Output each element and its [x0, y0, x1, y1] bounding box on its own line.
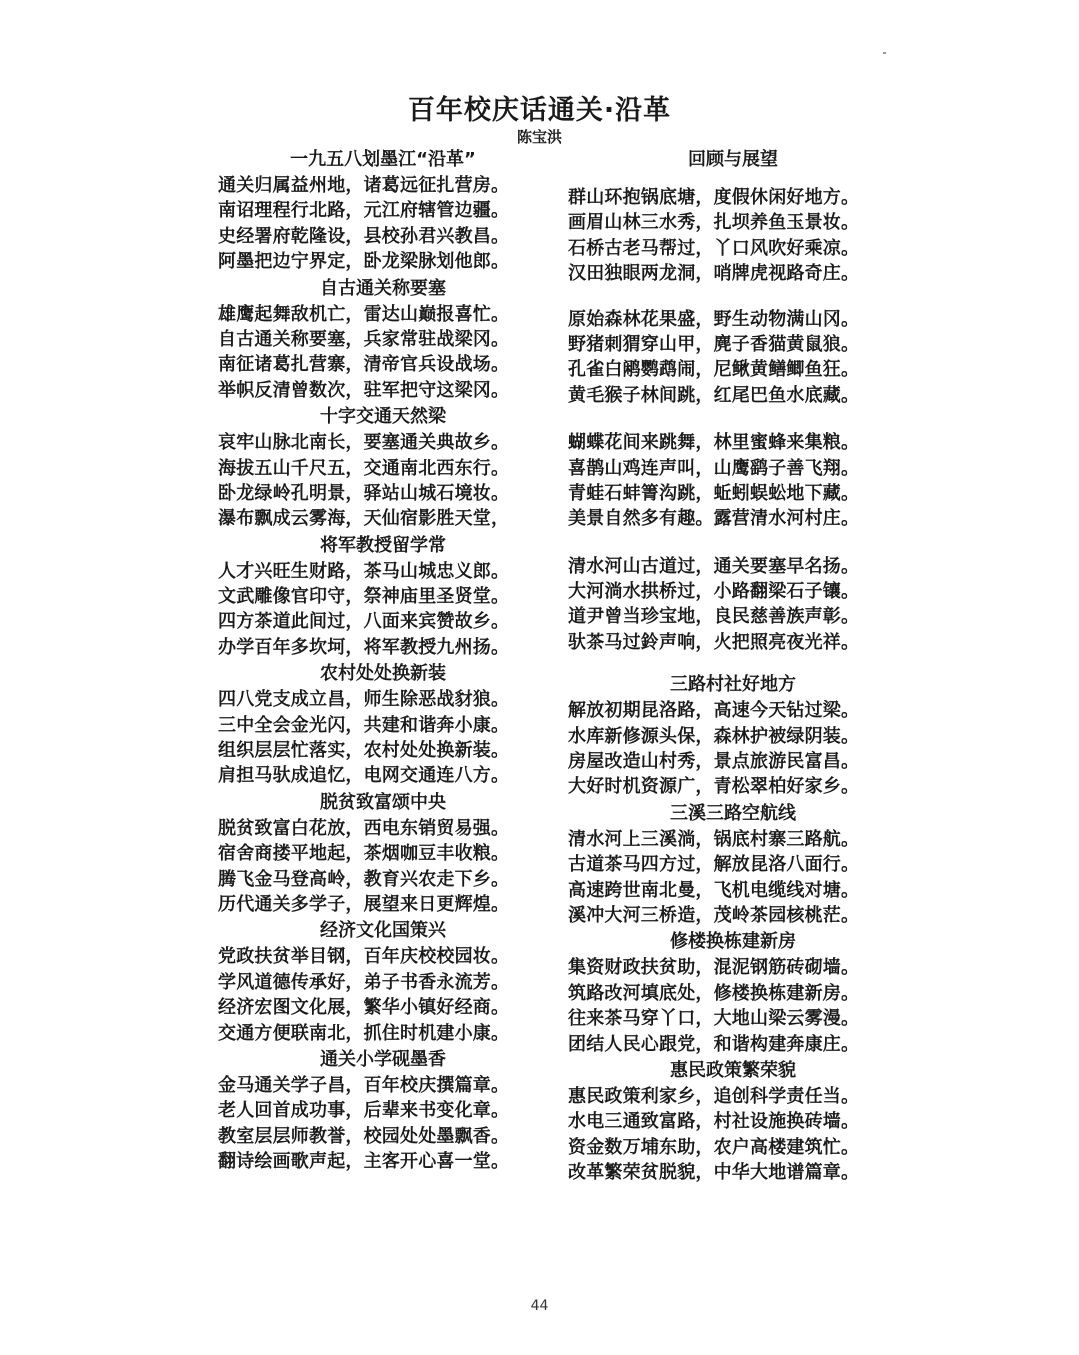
- poem-line: 孔雀白鹇鹦鹉闹，尼鳅黄鳝鲫鱼狂。: [568, 359, 860, 381]
- section-heading: 三溪三路空航线: [670, 802, 796, 824]
- poem-line: 资金数万埔东助，农户高楼建筑忙。: [568, 1136, 860, 1158]
- poem-line: 人才兴旺生财路，茶马山城忠义郎。: [218, 560, 510, 582]
- poem-line: 筑路改河填底处，修楼换栋建新房。: [568, 982, 860, 1004]
- section-heading: 通关小学砚墨香: [320, 1048, 446, 1070]
- section-heading: 农村处处换新装: [320, 663, 446, 685]
- page-title: 百年校庆话通关·沿革: [407, 95, 672, 126]
- author-name: 陈宝洪: [516, 128, 562, 146]
- poem-section: [568, 928, 898, 1057]
- poem-section: [568, 671, 898, 800]
- poem-line: 往来茶马穿丫口，大地山梁云雾漫。: [568, 1008, 860, 1030]
- section-heading: 自古通关称要塞: [320, 277, 446, 299]
- poem-line: 翻诗绘画歌声起，主客开心喜一堂。: [218, 1151, 510, 1173]
- poem-line: 蝴蝶花间来跳舞，林里蜜蜂来集粮。: [568, 432, 860, 454]
- poem-line: 史经署府乾隆设，县校孙君兴教昌。: [218, 225, 510, 247]
- poem-line: 教室层层师教誉，校园处处墨飘香。: [218, 1125, 510, 1147]
- poem-line: 脱贫致富白花放，西电东销贸易强。: [218, 817, 510, 839]
- poem-line: 历代通关多学子，展望来日更辉煌。: [218, 893, 510, 915]
- poem-line: 解放初期昆洛路，高速今天钻过梁。: [568, 700, 860, 722]
- poem-line: 喜鹊山鸡连声叫，山鹰鹞子善飞翔。: [568, 457, 860, 479]
- poem-section: [218, 917, 548, 1046]
- poem-section: [218, 532, 548, 661]
- poem-line: 自古通关称要塞，兵家常驻战梁冈。: [218, 328, 510, 350]
- poem-line: 四方茶道此间过，八面来宾赞故乡。: [218, 611, 510, 633]
- poem-line: 交通方便联南北，抓住时机建小康。: [218, 1022, 510, 1044]
- left-column: [218, 146, 548, 1175]
- poem-line: 原始森林花果盛，野生动物满山冈。: [568, 308, 860, 330]
- poem-stanza: [568, 430, 898, 532]
- poem-line: 团结人民心跟党，和谐构建奔康庄。: [568, 1033, 860, 1055]
- poem-line: 清水河山古道过，通关要塞早名扬。: [568, 555, 860, 577]
- scan-mark: [883, 52, 886, 54]
- poem-line: 水电三通致富路，村社设施换砖墙。: [568, 1111, 860, 1133]
- poem-line: 举帜反清曾数次，驻军把守这梁冈。: [218, 379, 510, 401]
- poem-section: [218, 275, 548, 404]
- poem-line: 房屋改造山村秀，景点旅游民富昌。: [568, 751, 860, 773]
- poem-line: 阿墨把边宁界定，卧龙梁脉划他郎。: [218, 251, 510, 273]
- poem-line: 野猪刺猬穿山甲，麂子香猫黄鼠狼。: [568, 333, 860, 355]
- section-heading: 脱贫致富颂中央: [320, 791, 446, 813]
- poem-line: 驮茶马过鈴声响，火把照亮夜光祥。: [568, 631, 860, 653]
- poem-line: 大好时机资源广，青松翠柏好家乡。: [568, 776, 860, 798]
- poem-line: 汉田独眼两龙洞，哨牌虎视路奇庄。: [568, 263, 860, 285]
- section-heading: 将军教授留学常: [320, 534, 446, 556]
- poem-line: 石桥古老马帮过，丫口风吹好乘凉。: [568, 237, 860, 259]
- section-heading: 回顾与展望: [688, 149, 778, 170]
- poem-stanza: [568, 554, 898, 656]
- poem-line: 瀑布飘成云雾海，天仙宿影胜天堂，: [218, 508, 510, 530]
- poem-line: 群山环抱锅底塘，度假休闲好地方。: [568, 187, 860, 208]
- poem-line: 美景自然多有趣。露营清水河村庄。: [568, 508, 860, 530]
- poem-line: 卧龙绿岭孔明景，驿站山城石境妆。: [218, 482, 510, 504]
- poem-line: 党政扶贫举目钢，百年庆校校园妆。: [218, 946, 510, 968]
- poem-section: [218, 1046, 548, 1175]
- poem-line: 文武雕像官印守，祭神庙里圣贤堂。: [218, 586, 510, 608]
- poem-line: 金马通关学子昌，百年校庆撰篇章。: [218, 1074, 510, 1096]
- poem-section: [218, 660, 548, 789]
- poem-line: 通关归属益州地，诸葛远征扎营房。: [218, 175, 510, 196]
- poem-line: 老人回首成功事，后辈来书变化章。: [218, 1100, 510, 1122]
- poem-section: [218, 789, 548, 918]
- poem-section: [218, 403, 548, 532]
- poem-line: 道尹曾当珍宝地，良民慈善族声彰。: [568, 606, 860, 628]
- poem-section: [568, 800, 898, 929]
- poem-line: 宿舍商搂平地起，茶烟咖豆丰收粮。: [218, 843, 510, 865]
- poem-line: 腾飞金马登高岭，教育兴农走下乡。: [218, 868, 510, 890]
- poem-line: 水库新修源头保，森林护被绿阴装。: [568, 725, 860, 747]
- poem-line: 南征诸葛扎营寨，清帝官兵设战场。: [218, 354, 510, 376]
- poem-section: [218, 146, 548, 275]
- poem-line: 办学百年多坎坷，将军教授九州扬。: [218, 636, 510, 658]
- poem-line: 雄鹰起舞敌机亡，雷达山巅报喜忙。: [218, 303, 510, 325]
- poem-line: 三中全会金光闪，共建和谐奔小康。: [218, 714, 510, 736]
- poem-stanza: [568, 307, 898, 409]
- poem-section: [568, 1057, 898, 1186]
- poem-line: 青蛙石蚌箐沟跳，蚯蚓蜈蚣地下藏。: [568, 482, 860, 504]
- poem-line: 集资财政扶贫助，混泥钢筋砖砌墙。: [568, 957, 860, 979]
- right-column: [568, 146, 898, 1186]
- poem-line: 学风道德传承好，弟子书香永流芳。: [218, 971, 510, 993]
- poem-line: 南诏理程行北路，元江府辖管边疆。: [218, 200, 510, 222]
- poem-line: 高速跨世南北曼，飞机电缆线对塘。: [568, 879, 860, 901]
- poem-line: 清水河上三溪淌，锅底村寨三路航。: [568, 828, 860, 850]
- poem-line: 改革繁荣贫脱貌，中华大地谱篇章。: [568, 1162, 860, 1184]
- poem-line: 大河淌水拱桥过，小路翻梁石子镶。: [568, 581, 860, 603]
- page-number: 44: [530, 1298, 549, 1314]
- section-heading: 经济文化国策兴: [320, 920, 446, 942]
- section-heading: 十字交通天然梁: [320, 406, 446, 428]
- poem-line: 组织层层忙落实，农村处处换新装。: [218, 740, 510, 762]
- poem-line: 惠民政策利家乡，追创科学责任当。: [568, 1085, 860, 1107]
- poem-line: 黄毛猴子林间跳，红尾巴鱼水底藏。: [568, 384, 860, 406]
- poem-line: 经济宏图文化展，繁华小镇好经商。: [218, 997, 510, 1019]
- poem-line: 哀牢山脉北南长，要塞通关典故乡。: [218, 432, 510, 454]
- section-heading: 修楼换栋建新房: [670, 931, 796, 953]
- section-heading: 惠民政策繁荣貌: [670, 1059, 796, 1081]
- section-heading: 三路村社好地方: [670, 674, 796, 696]
- poem-line: 古道茶马四方过，解放昆洛八面行。: [568, 854, 860, 876]
- poem-line: 海拔五山千尺五，交通南北西东行。: [218, 457, 510, 479]
- poem-line: 画眉山林三水秀，扎坝养鱼玉景妆。: [568, 212, 860, 234]
- poem-line: 溪冲大河三桥造，茂岭茶园核桃茫。: [568, 904, 860, 926]
- poem-line: 肩担马驮成追忆，电网交通连八方。: [218, 765, 510, 787]
- poem-section: [568, 146, 898, 287]
- section-heading: 一九五八划墨江“沿革”: [290, 149, 476, 170]
- poem-line: 四八党支成立昌，师生除恶战豺狼。: [218, 689, 510, 711]
